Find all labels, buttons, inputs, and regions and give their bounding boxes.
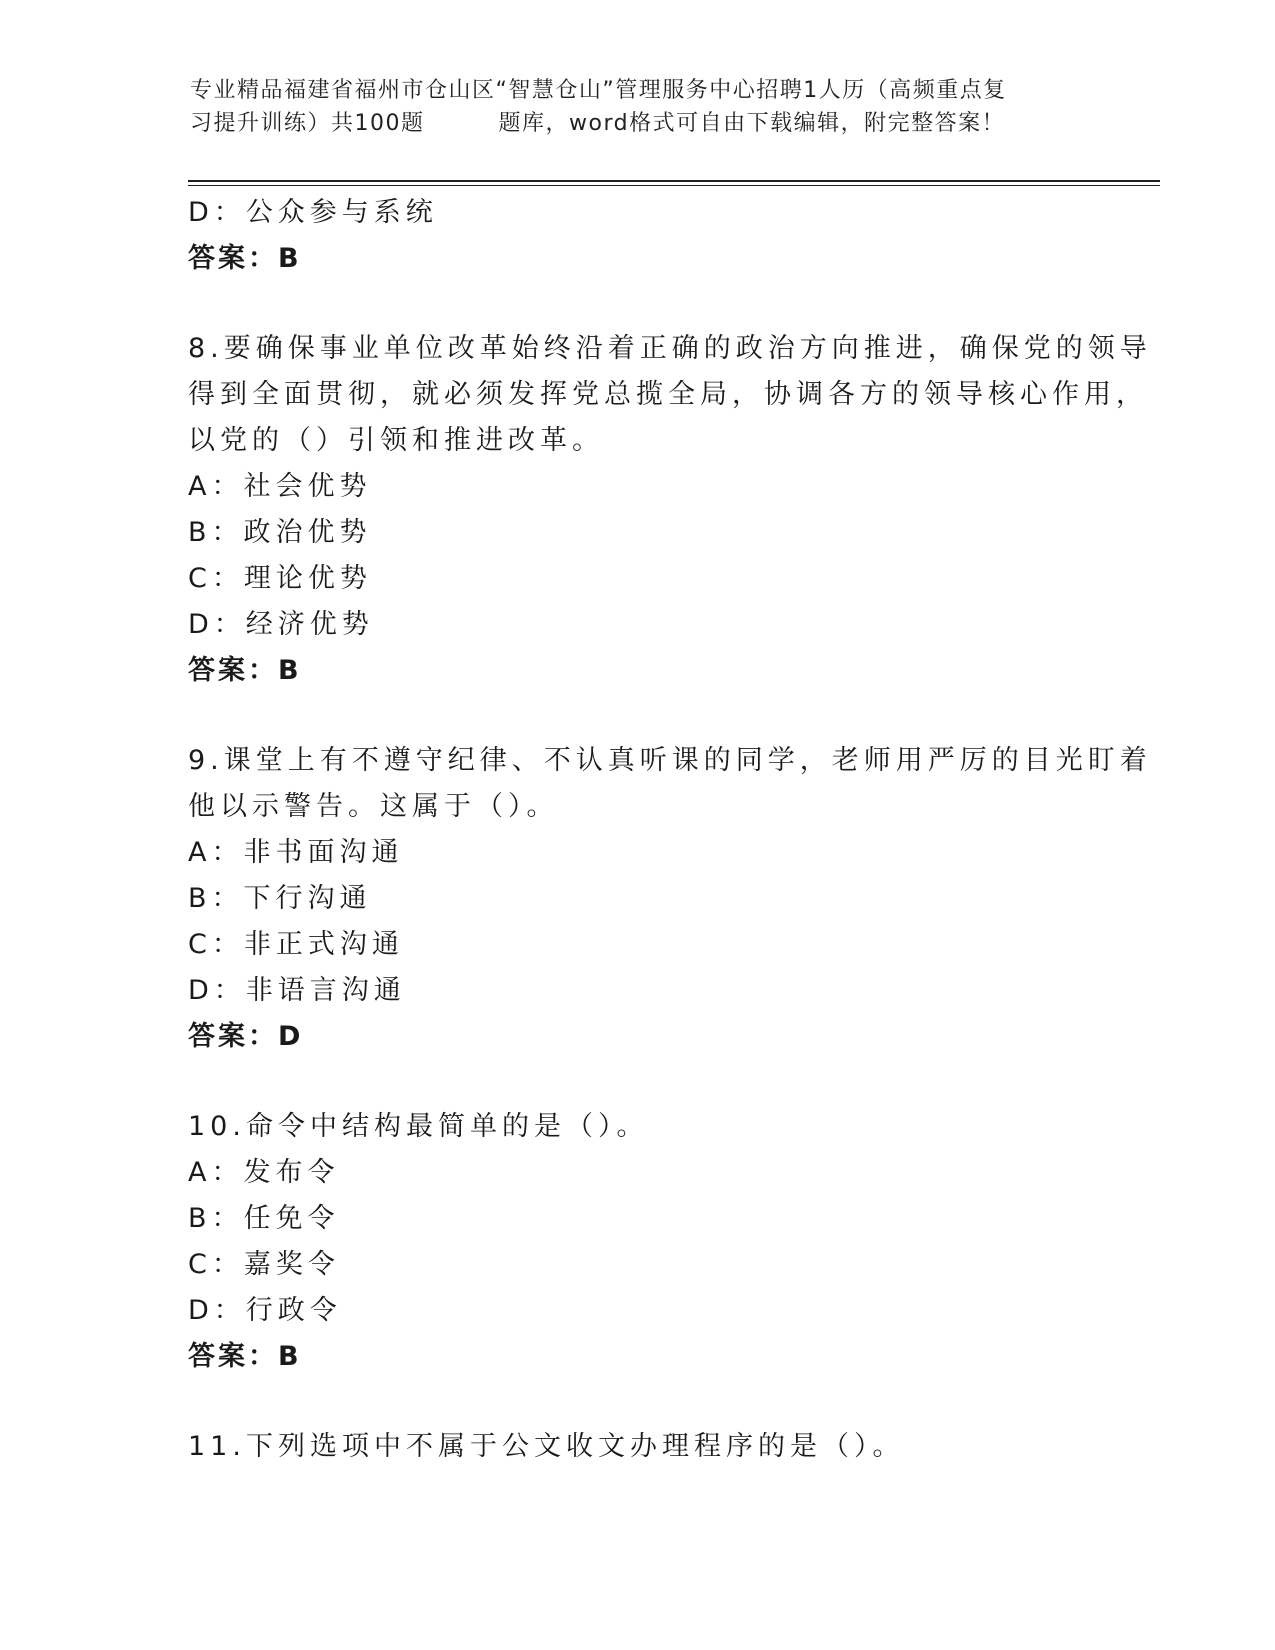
question-text-line: 11.下列选项中不属于公文收文办理程序的是（）。	[188, 1431, 905, 1462]
question-list	[188, 190, 1152, 1470]
option-d: D：非语言沟通	[188, 975, 406, 1006]
answer: 答案：B	[188, 243, 302, 274]
option-c: C：嘉奖令	[188, 1249, 340, 1280]
option-b: B：下行沟通	[188, 883, 372, 914]
question-text-line: 10.命令中结构最简单的是（）。	[188, 1111, 649, 1142]
option-d: D：经济优势	[188, 609, 374, 640]
question-10	[188, 1104, 1088, 1380]
header-line-2-right: 题库，word格式可自由下载编辑，附完整答案！	[498, 111, 1006, 136]
header-divider-thick	[188, 180, 1160, 182]
question-7-tail	[188, 190, 1088, 282]
header-divider-thin	[188, 185, 1160, 186]
question-text-line: 8.要确保事业单位改革始终沿着正确的政治方向推进，确保党的领导	[188, 333, 1152, 364]
header-line-2	[190, 107, 1090, 140]
option-b: B：政治优势	[188, 517, 372, 548]
document-header	[190, 74, 1090, 140]
header-line-2-left: 习提升训练）共100题	[190, 111, 425, 136]
option-b: B：任免令	[188, 1203, 340, 1234]
option-d: D：公众参与系统	[188, 197, 438, 228]
answer: 答案：D	[188, 1021, 304, 1052]
option-a: A：非书面沟通	[188, 837, 404, 868]
question-8	[188, 326, 1152, 694]
answer: 答案：B	[188, 1341, 302, 1372]
question-text-line: 得到全面贯彻，就必须发挥党总揽全局，协调各方的领导核心作用，	[188, 379, 1148, 410]
option-c: C：理论优势	[188, 563, 372, 594]
option-a: A：社会优势	[188, 471, 372, 502]
answer: 答案：B	[188, 655, 302, 686]
question-9	[188, 738, 1152, 1060]
question-11	[188, 1424, 1088, 1470]
option-a: A：发布令	[188, 1157, 340, 1188]
option-d: D：行政令	[188, 1295, 342, 1326]
question-text-line: 9.课堂上有不遵守纪律、不认真听课的同学，老师用严厉的目光盯着	[188, 745, 1152, 776]
option-c: C：非正式沟通	[188, 929, 404, 960]
header-line-1: 专业精品福建省福州市仓山区“智慧仓山”管理服务中心招聘1人历（高频重点复	[190, 78, 1007, 103]
question-text-line: 以党的（）引领和推进改革。	[188, 425, 604, 456]
question-text-line: 他以示警告。这属于（）。	[188, 791, 559, 822]
